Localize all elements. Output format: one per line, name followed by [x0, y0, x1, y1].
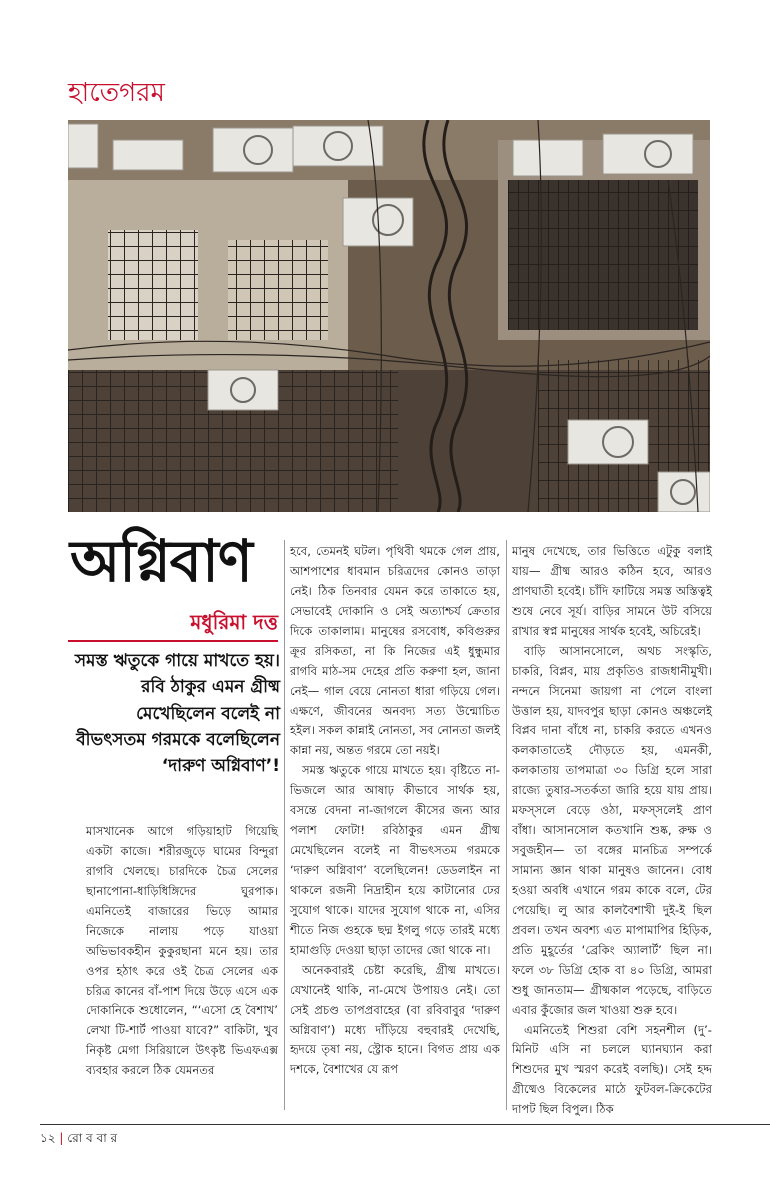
page-number: ১২: [40, 1131, 56, 1145]
section-label: হাতেগরম: [68, 78, 165, 108]
article-photo: [68, 120, 710, 512]
body-paragraph: অনেকবারই চেষ্টা করেছি, গ্রীষ্ম মাখতে। যেখানেই থাকি, না-মেখে উপায়ও নেই। তো সেই প্রচণ্ড তাপপ্রবাহের (বা রবিবাবুর ‘দারুণ অগ্নিবাণ’) মধ্যে দাঁড়িয়ে বহুবারই দেখেছি, হৃদয়ে তৃষা নয়, স্ট্রোক হানে। বিগত প্রায় এক দশকে, বৈশাখের যে রূপ: [290, 962, 500, 1077]
body-paragraph: মানুষ দেখেছে, তার ভিত্তিতে এটুকু বলাই যায়— গ্রীষ্ম আরও কঠিন হবে, আরও প্রাণঘাতী হবেই। চাঁদি ফাটিয়ে সমস্ত অস্তিত্বই শুষে নেবে সূর্য। বাড়ির সামনে উট বসিয়ে রাখার স্বপ্ন মানুষের সার্থক হবেই, অচিরেই।: [512, 544, 712, 638]
magazine-name: রো ব বা র: [67, 1131, 118, 1145]
body-column-3: [512, 542, 712, 1120]
body-column-1: [86, 822, 278, 1081]
body-paragraph: হবে, তেমনই ঘটল। পৃথিবী থমকে গেল প্রায়, আশপাশের ধাবমান চরিত্রদের কোনও তাড়া নেই। ঠিক তিনবার যেমন করে তাকাতে হয়, সেভাবেই দোকানি ও সেই অত্যাশ্চর্য ক্রেতার দিকে তাকালাম। মানুষের রসবোধ, কবিগুরুর ক্রূর রসিকতা, না কি নিজের এই ধুন্ধুমার রাগবি মাঠ-সম দেহের প্রতি করুণা হল, জানা নেই— গাল বেয়ে নোনতা ধারা গড়িয়ে গেল। এক্ষণে, জীবনের অনবদ্য সত্য উন্মোচিত হইল। সকল কান্নাই নোনতা, সব নোনতা জলই কান্না নয়, অন্তত গরমে তো নয়ই।: [290, 544, 500, 758]
body-column-2: [290, 542, 500, 1080]
footer-rule: [40, 1124, 770, 1125]
standfirst: সমস্ত ঋতুকে গায়ে মাখতে হয়। রবি ঠাকুর এমন গ্রীষ্ম মেখেছিলেন বলেই না বীভৎসতম গরমকে বলেছিলেন ‘দারুণ অগ্নিবাণ’!: [74, 651, 280, 777]
body-paragraph: বাড়ি আসানসোলে, অথচ সংস্কৃতি, চাকরি, বিপ্লব, মায় প্রকৃতিও রাজধানীমুখী। নন্দনে সিনেমা জায়গা না পেলে বাংলা উত্তাল হয়, যাদবপুর ছাড়া কোনও অঞ্চলেই বিপ্লব দানা বাঁধে না, চাকরি করতে এখনও কলকাতাতেই দৌড়তে হয়, এমনকী, কলকাতায় তাপমাত্রা ৩০ ডিগ্রি হলে সারা রাজ্যে তুষার-সতর্কতা জারি হয়ে যায় প্রায়। মফস্সলে বেড়ে ওঠা, মফস্সলেই প্রাণ বাঁধা। আসানসোল কতখানি শুষ্ক, রুক্ষ ও সবুজহীন— তা বঙ্গের মানচিত্র সম্পর্কে সামান্য জ্ঞান থাকা মানুষও জানেন। বোধ হওয়া অবধি এখানে গরম কাকে বলে, টের পেয়েছি। লু আর কালবৈশাখী দুই-ই ছিল প্রবল। তখন অবশ্য এত মাপামাপির হিড়িক, প্রতি মুহূর্তের ‘ব্রেকিং অ্যালার্ট’ ছিল না। ফলে ৩৮ ডিগ্রি হোক বা ৪০ ডিগ্রি, আমরা শুধু জানতাম— গ্রীষ্মকাল পড়েছে, বাড়িতে এবার কুঁজোর জল খাওয়া শুরু হবে।: [512, 643, 712, 1017]
body-paragraph: মাসখানেক আগে গড়িয়াহাট গিয়েছি একটা কাজে। শরীরজুড়ে ঘামের বিন্দুরা রাগবি খেলছে। চারদিকে চৈত্র সেলের ছানাপোনা-ধাড়িধিঙ্গিদের ঘুরপাক। এমনিতেই বাজারের ভিড়ে আমার নিজেকে নালায় পড়ে যাওয়া অভিভাবকহীন কুকুরছানা মনে হয়। তার ওপর হঠাৎ করে ওই চৈত্র সেলের এক চরিত্র কানের বাঁ-পাশ দিয়ে উড়ে এসে এক দোকানিকে শুধোলেন, “‘এসো হে বৈশাখ’ লেখা টি-শার্ট পাওয়া যাবে?” বাকিটা, খুব নিকৃষ্ট মেগা সিরিয়ালে উৎকৃষ্ট ভিএফএক্স ব্যবহার করলে ঠিক যেমনতর: [86, 824, 278, 1078]
column-divider: [284, 540, 285, 1110]
body-paragraph: সমস্ত ঋতুকে গায়ে মাখতে হয়। বৃষ্টিতে না-ভিজলে আর আষাঢ় কীভাবে সার্থক হয়, বসন্তে বেদনা না-জাগলে কীসের জন্য আর পলাশ ফোটা! রবিঠাকুর এমন গ্রীষ্ম মেখেছিলেন বলেই না বীভৎসতম গরমকে ‘দারুণ অগ্নিবাণ’ বলেছিলেন! ডেডলাইন না থাকলে রজনী নিদ্রাহীন হয়ে কাটানোর ঢের সুযোগ থাকে। যাদের সুযোগ থাকে না, এসির শীতে নিজ গুহকে ছদ্ম ইগলু গড়ে তারই মধ্যে হামাগুড়ি দেওয়া ছাড়া তাদের জো থাকে না।: [290, 763, 500, 957]
article-title: অগ্নিবাণ: [70, 527, 252, 595]
author-divider: [68, 640, 278, 642]
body-paragraph: এমনিতেই শিশুরা বেশি সহনশীল (দু’-মিনিট এসি না চললে ঘ্যানঘ্যান করা শিশুদের মুখ স্মরণ করেই বলছি)। সেই হদ্দ গ্রীষ্মেও বিকেলের মাঠে ফুটবল-ক্রিকেটের দাপট ছিল বিপুল। ঠিক: [512, 1022, 712, 1117]
folio-separator: |: [59, 1131, 64, 1145]
page-folio: [40, 1130, 117, 1150]
author-name: মধুরিমা দত্ত: [190, 610, 278, 634]
column-divider: [506, 540, 507, 1110]
